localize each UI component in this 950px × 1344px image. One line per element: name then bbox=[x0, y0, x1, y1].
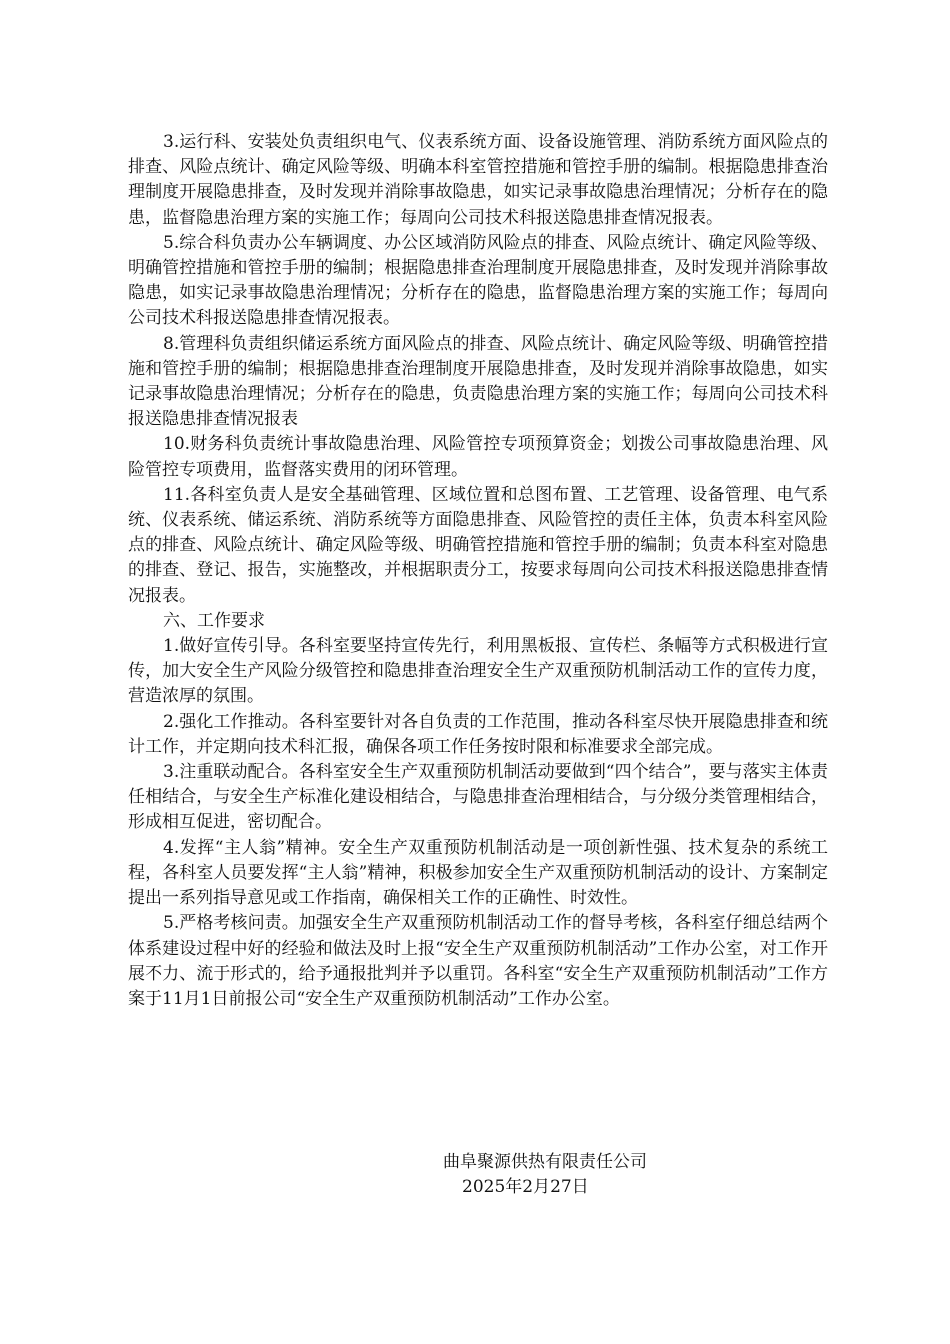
paragraph-item-11: 11.各科室负责人是安全基础管理、区域位置和总图布置、工艺管理、设备管理、电气系统、仪表系统、储运系统、消防系统等方面隐患排查、风险管控的责任主体，负责本科室风险点的排查、风险点统计、确定风险等级、明确管控措施和管控手册的编制；负责本科室对隐患的排查、登记、报告，实施整改，并根据职责分工，按要求每周向公司技术科报送隐患排查情况报表。 bbox=[128, 484, 828, 606]
document-body bbox=[128, 130, 828, 1012]
requirement-5: 5.严格考核问责。加强安全生产双重预防机制活动工作的督导考核，各科室仔细总结两个体系建设过程中好的经验和做法及时上报“安全生产双重预防机制活动”工作办公室，对工作开展不力、流于形式的，给予通报批判并予以重罚。各科室“安全生产双重预防机制活动”工作方案于11月1日前报公司“安全生产双重预防机制活动”工作办公室。 bbox=[128, 913, 828, 1009]
paragraph-item-10: 10.财务科负责统计事故隐患治理、风险管控专项预算资金；划拨公司事故隐患治理、风险管控专项费用，监督落实费用的闭环管理。 bbox=[128, 434, 828, 480]
signature-company: 曲阜聚源供热有限责任公司 bbox=[443, 1152, 647, 1172]
requirement-1: 1.做好宣传引导。各科室要坚持宣传先行，利用黑板报、宣传栏、条幅等方式积极进行宣传，加大安全生产风险分级管控和隐患排查治理安全生产双重预防机制活动工作的宣传力度，营造浓厚的氛围。 bbox=[128, 636, 828, 707]
requirement-4: 4.发挥“主人翁”精神。安全生产双重预防机制活动是一项创新性强、技术复杂的系统工程，各科室人员要发挥“主人翁”精神，积极参加安全生产双重预防机制活动的设计、方案制定提出一系列指导意见或工作指南，确保相关工作的正确性、时效性。 bbox=[128, 837, 828, 909]
requirement-3: 3.注重联动配合。各科室安全生产双重预防机制活动要做到“四个结合”，要与落实主体责任相结合，与安全生产标准化建设相结合，与隐患排查治理相结合，与分级分类管理相结合，形成相互促进，密切配合。 bbox=[128, 762, 828, 833]
signature-block bbox=[440, 1150, 740, 1200]
section-heading-work-requirements: 六、工作要求 bbox=[163, 610, 265, 631]
signature-date: 2025年2月27日 bbox=[462, 1177, 589, 1197]
paragraph-item-8: 8.管理科负责组织储运系统方面风险点的排查、风险点统计、确定风险等级、明确管控措施和管控手册的编制；根据隐患排查治理制度开展隐患排查，及时发现并消除事故隐患，如实记录事故隐患治理情况；分析存在的隐患，负责隐患治理方案的实施工作；每周向公司技术科报送隐患排查情况报表 bbox=[128, 333, 828, 430]
paragraph-item-3: 3.运行科、安装处负责组织电气、仪表系统方面、设备设施管理、消防系统方面风险点的排查、风险点统计、确定风险等级、明确本科室管控措施和管控手册的编制。根据隐患排查治理制度开展隐患排查，及时发现并消除事故隐患，如实记录事故隐患治理情况；分析存在的隐患，监督隐患治理方案的实施工作；每周向公司技术科报送隐患排查情况报表。 bbox=[128, 132, 828, 228]
requirement-2: 2.强化工作推动。各科室要针对各自负责的工作范围，推动各科室尽快开展隐患排查和统计工作，并定期向技术科汇报，确保各项工作任务按时限和标准要求全部完成。 bbox=[128, 711, 828, 757]
paragraph-item-5: 5.综合科负责办公车辆调度、办公区域消防风险点的排查、风险点统计、确定风险等级、明确管控措施和管控手册的编制；根据隐患排查治理制度开展隐患排查，及时发现并消除事故隐患，如实记录事故隐患治理情况；分析存在的隐患，监督隐患治理方案的实施工作；每周向公司技术科报送隐患排查情况报表。 bbox=[128, 232, 828, 329]
